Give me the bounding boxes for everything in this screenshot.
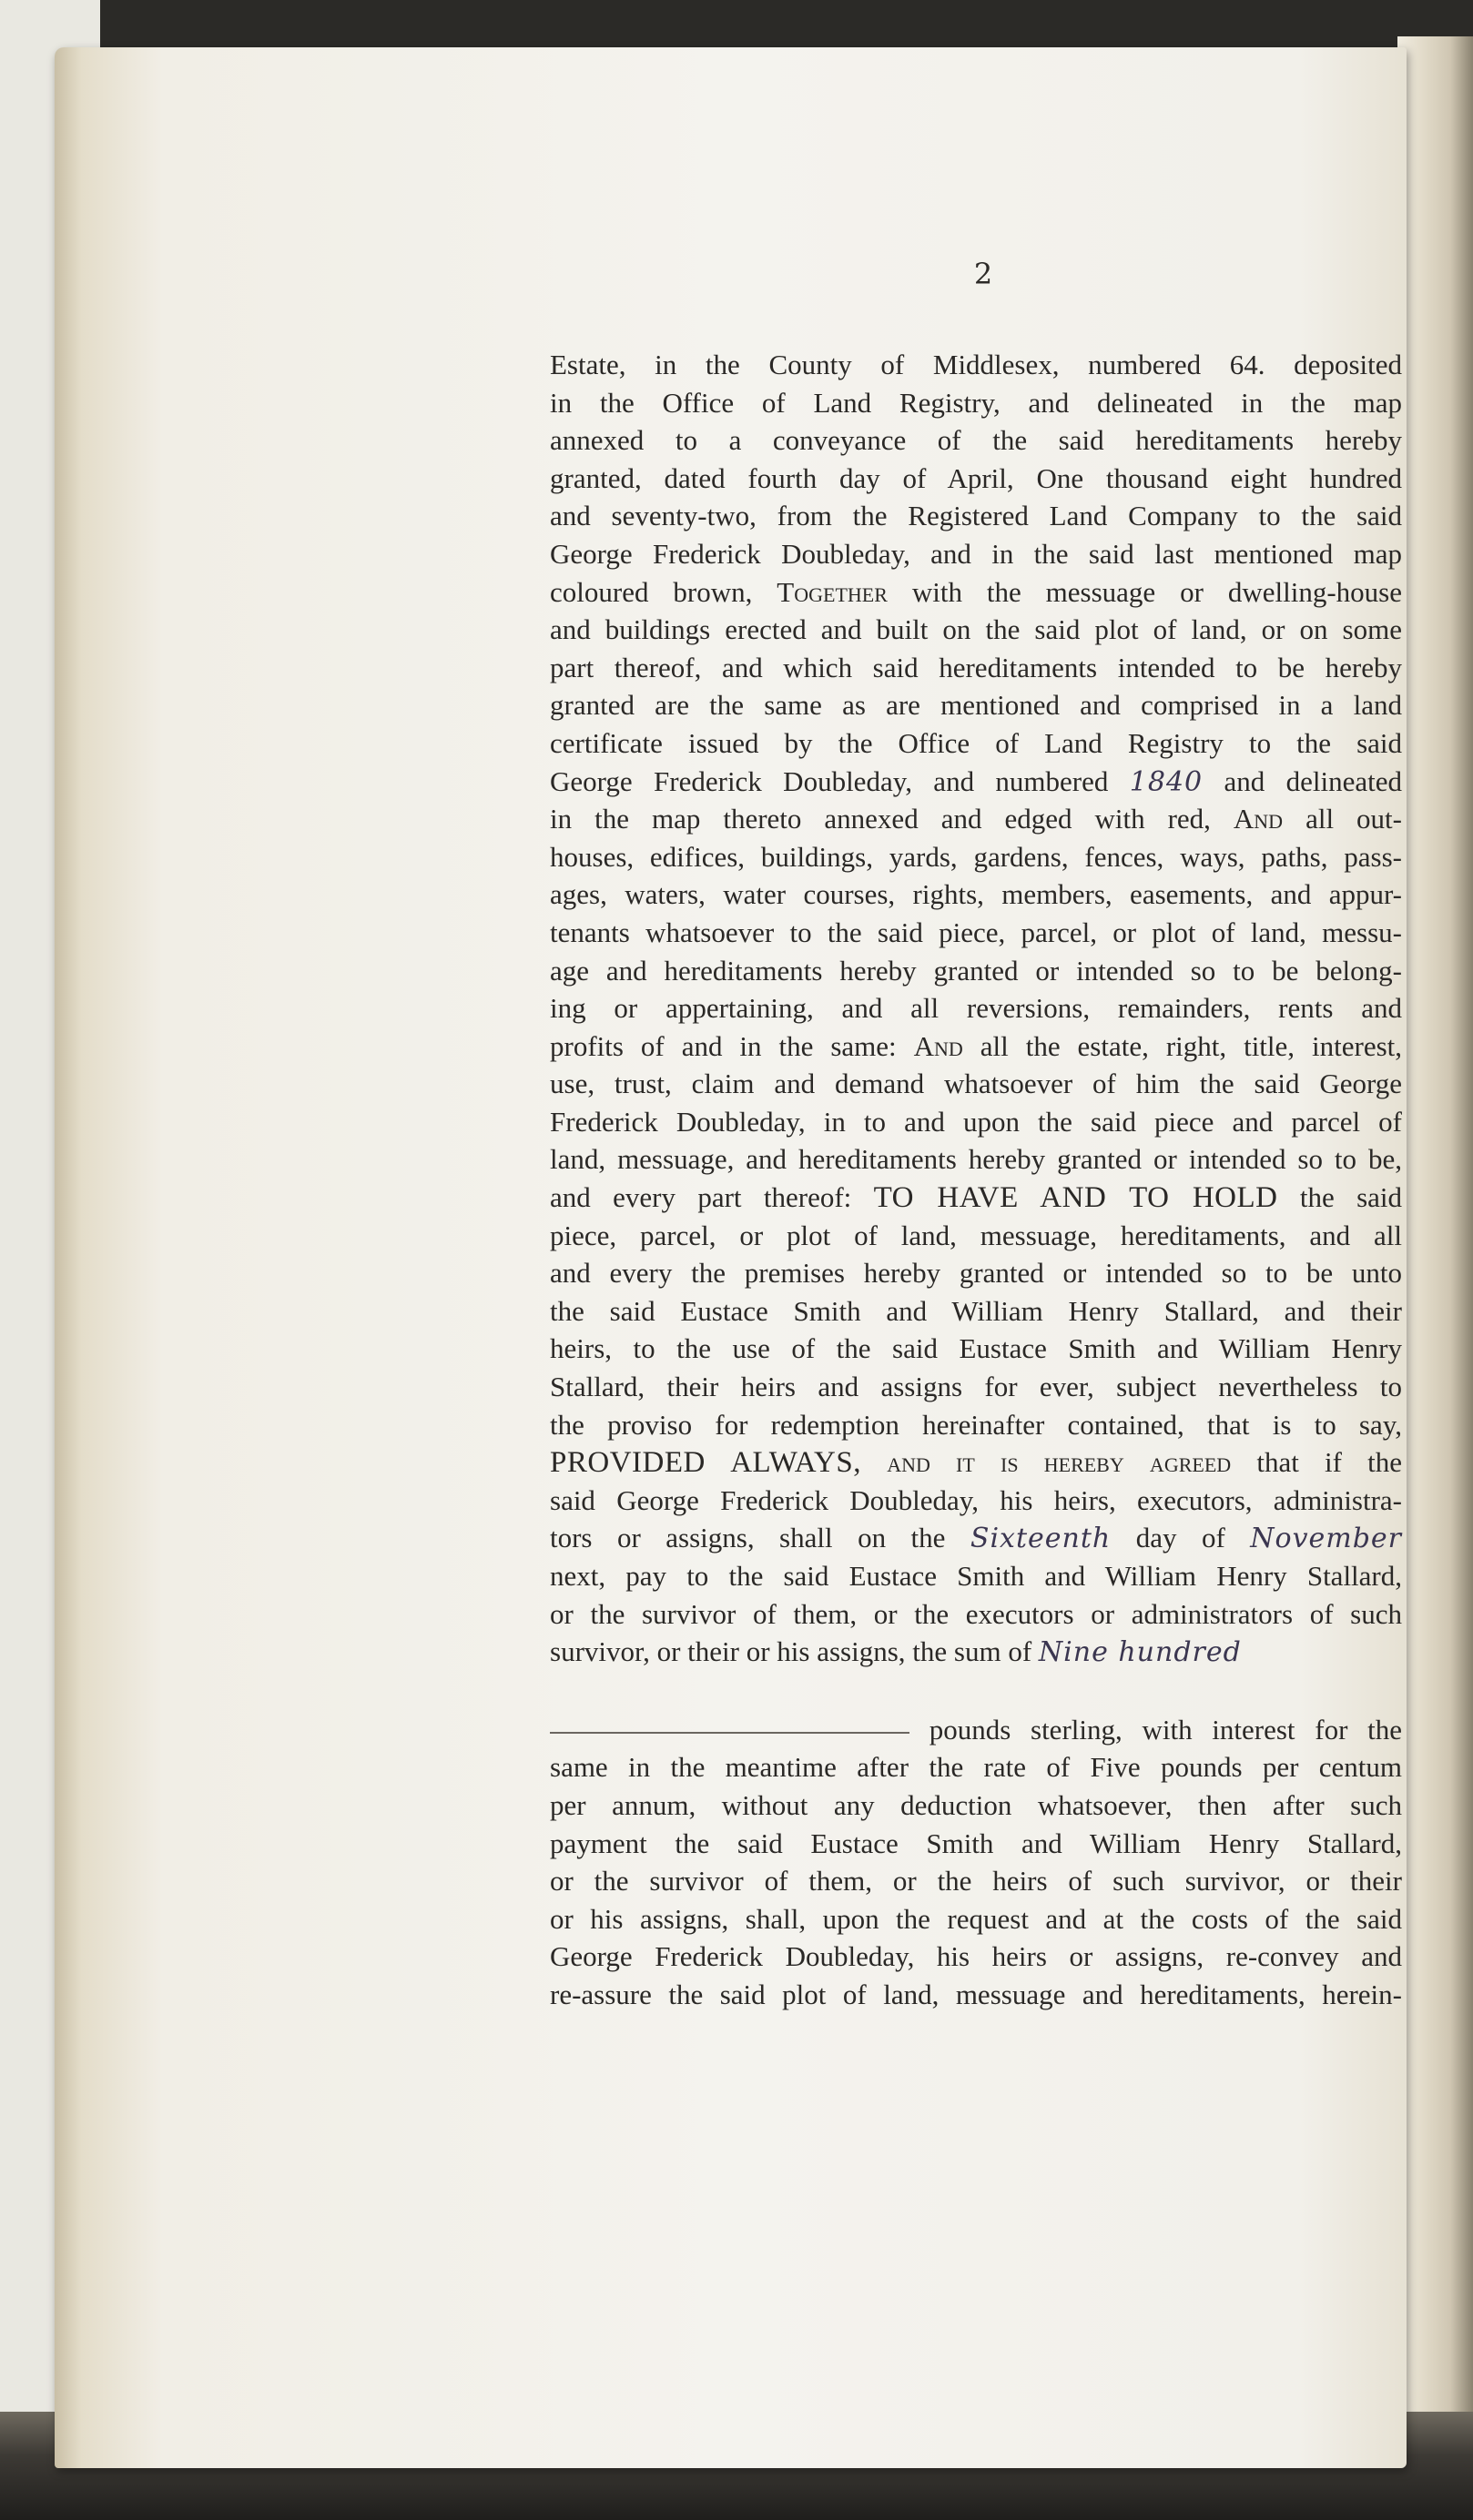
- blank-rule: [550, 1732, 909, 1734]
- text-line: [550, 1711, 1402, 1749]
- habendum-heading: TO HAVE AND TO HOLD: [873, 1181, 1278, 1215]
- text-fragment: and delineated: [1224, 764, 1403, 797]
- text-line: piece, parcel, or plot of land, messuage, hereditaments, and all: [550, 1219, 1402, 1251]
- text-line: heirs, to the use of the said Eustace Smith and William Henry: [550, 1332, 1402, 1365]
- text-fragment: and every part thereof:: [550, 1181, 852, 1214]
- text-line: certificate issued by the Office of Land Registry to the said: [550, 726, 1402, 759]
- text-line: or the survivor of them, or the heirs of such survivor, or their: [550, 1865, 1402, 1898]
- handwritten-sum: Nine hundred: [1038, 1636, 1242, 1669]
- text-fragment: all the estate, right, title, interest,: [980, 1029, 1403, 1062]
- text-line: same in the meantime after the rate of Five pounds per centum: [550, 1751, 1402, 1784]
- text-fragment: George Frederick Doubleday, and numbered: [550, 764, 1109, 797]
- text-line: or his assigns, shall, upon the request and at the costs of the said: [550, 1902, 1402, 1935]
- text-line: granted, dated fourth day of April, One thousand eight hundred: [550, 461, 1402, 494]
- and-smallcaps: And: [913, 1029, 963, 1062]
- text-line: George Frederick Doubleday, and in the said last mentioned map: [550, 537, 1402, 570]
- agreed-smallcaps: and it is hereby agreed: [887, 1446, 1232, 1479]
- text-fragment: in the map thereto annexed and edged with red,: [550, 803, 1211, 835]
- text-line: part thereof, and which said hereditaments intended to be hereby: [550, 651, 1402, 683]
- text-line: the proviso for redemption hereinafter contained, that is to say,: [550, 1408, 1402, 1441]
- handwritten-month: November: [1250, 1523, 1403, 1555]
- proviso-heading: PROVIDED ALWAYS,: [550, 1446, 861, 1480]
- adjacent-page-edge: [1397, 36, 1473, 2430]
- text-fragment: with the messuage or dwelling-house: [911, 575, 1403, 608]
- text-line: [550, 763, 1402, 801]
- text-fragment: all out-: [1305, 803, 1402, 835]
- text-line: age and hereditaments hereby granted or intended so to be belong-: [550, 954, 1402, 987]
- text-line: [550, 1443, 1402, 1482]
- handwritten-certificate-number: 1840: [1129, 765, 1204, 798]
- page-number: 2: [973, 257, 993, 291]
- text-line: in the Office of Land Registry, and delineated in the map: [550, 386, 1402, 419]
- text-fragment: day of: [1135, 1522, 1225, 1554]
- text-fragment: profits of and in the same:: [550, 1029, 897, 1062]
- together-smallcaps: Together: [777, 575, 888, 608]
- text-line: and every the premises hereby granted or intended so to be unto: [550, 1257, 1402, 1290]
- text-fragment: that if the: [1256, 1446, 1403, 1479]
- text-line: George Frederick Doubleday, his heirs or assigns, re-convey and: [550, 1940, 1402, 1973]
- and-smallcaps: And: [1233, 803, 1284, 835]
- text-line: and buildings erected and built on the said plot of land, or on some: [550, 613, 1402, 646]
- text-line: Frederick Doubleday, in to and upon the said piece and parcel of: [550, 1105, 1402, 1138]
- text-line: land, messuage, and hereditaments hereby granted or intended so to be,: [550, 1143, 1402, 1176]
- text-line: ages, waters, water courses, rights, members, easements, and appur-: [550, 878, 1402, 911]
- text-line: ing or appertaining, and all reversions, remainders, rents and: [550, 992, 1402, 1025]
- text-line: granted are the same as are mentioned and comprised in a land: [550, 689, 1402, 722]
- handwritten-day: Sixteenth: [970, 1523, 1112, 1555]
- text-line: next, pay to the said Eustace Smith and William Henry Stallard,: [550, 1560, 1402, 1592]
- text-fragment: coloured brown,: [550, 575, 753, 608]
- deed-body-text: [550, 346, 1402, 2014]
- text-line: tenants whatsoever to the said piece, parcel, or plot of land, messu-: [550, 916, 1402, 948]
- text-line: [550, 1179, 1402, 1217]
- text-line: payment the said Eustace Smith and William Henry Stallard,: [550, 1827, 1402, 1859]
- text-line: use, trust, claim and demand whatsoever of him the said George: [550, 1068, 1402, 1100]
- text-line: [550, 1633, 1402, 1671]
- text-fragment: tors or assigns, shall on the: [550, 1522, 946, 1554]
- text-line: said George Frederick Doubleday, his heirs, executors, administra-: [550, 1483, 1402, 1516]
- text-fragment: the said: [1299, 1181, 1403, 1214]
- text-line: per annum, without any deduction whatsoever, then after such: [550, 1788, 1402, 1821]
- blank-space: [550, 1671, 1402, 1711]
- text-line: [550, 1027, 1402, 1066]
- text-line: [550, 1519, 1402, 1557]
- text-line: houses, edifices, buildings, yards, gardens, fences, ways, paths, pass-: [550, 840, 1402, 873]
- text-line: Stallard, their heirs and assigns for ever, subject nevertheless to: [550, 1371, 1402, 1403]
- text-line: annexed to a conveyance of the said hereditaments hereby: [550, 424, 1402, 457]
- text-fragment: survivor, or their or his assigns, the sum of: [550, 1635, 1032, 1668]
- text-line: or the survivor of them, or the executors or administrators of such: [550, 1597, 1402, 1630]
- text-line: the said Eustace Smith and William Henry Stallard, and their: [550, 1294, 1402, 1327]
- text-line: Estate, in the County of Middlesex, numbered 64. deposited: [550, 349, 1402, 380]
- text-line: re-assure the said plot of land, messuage and hereditaments, herein-: [550, 1978, 1402, 2010]
- text-line: [550, 573, 1402, 612]
- text-fragment: pounds sterling, with interest for the: [929, 1713, 1402, 1746]
- text-line: [550, 800, 1402, 838]
- text-line: and seventy-two, from the Registered Land Company to the said: [550, 500, 1402, 532]
